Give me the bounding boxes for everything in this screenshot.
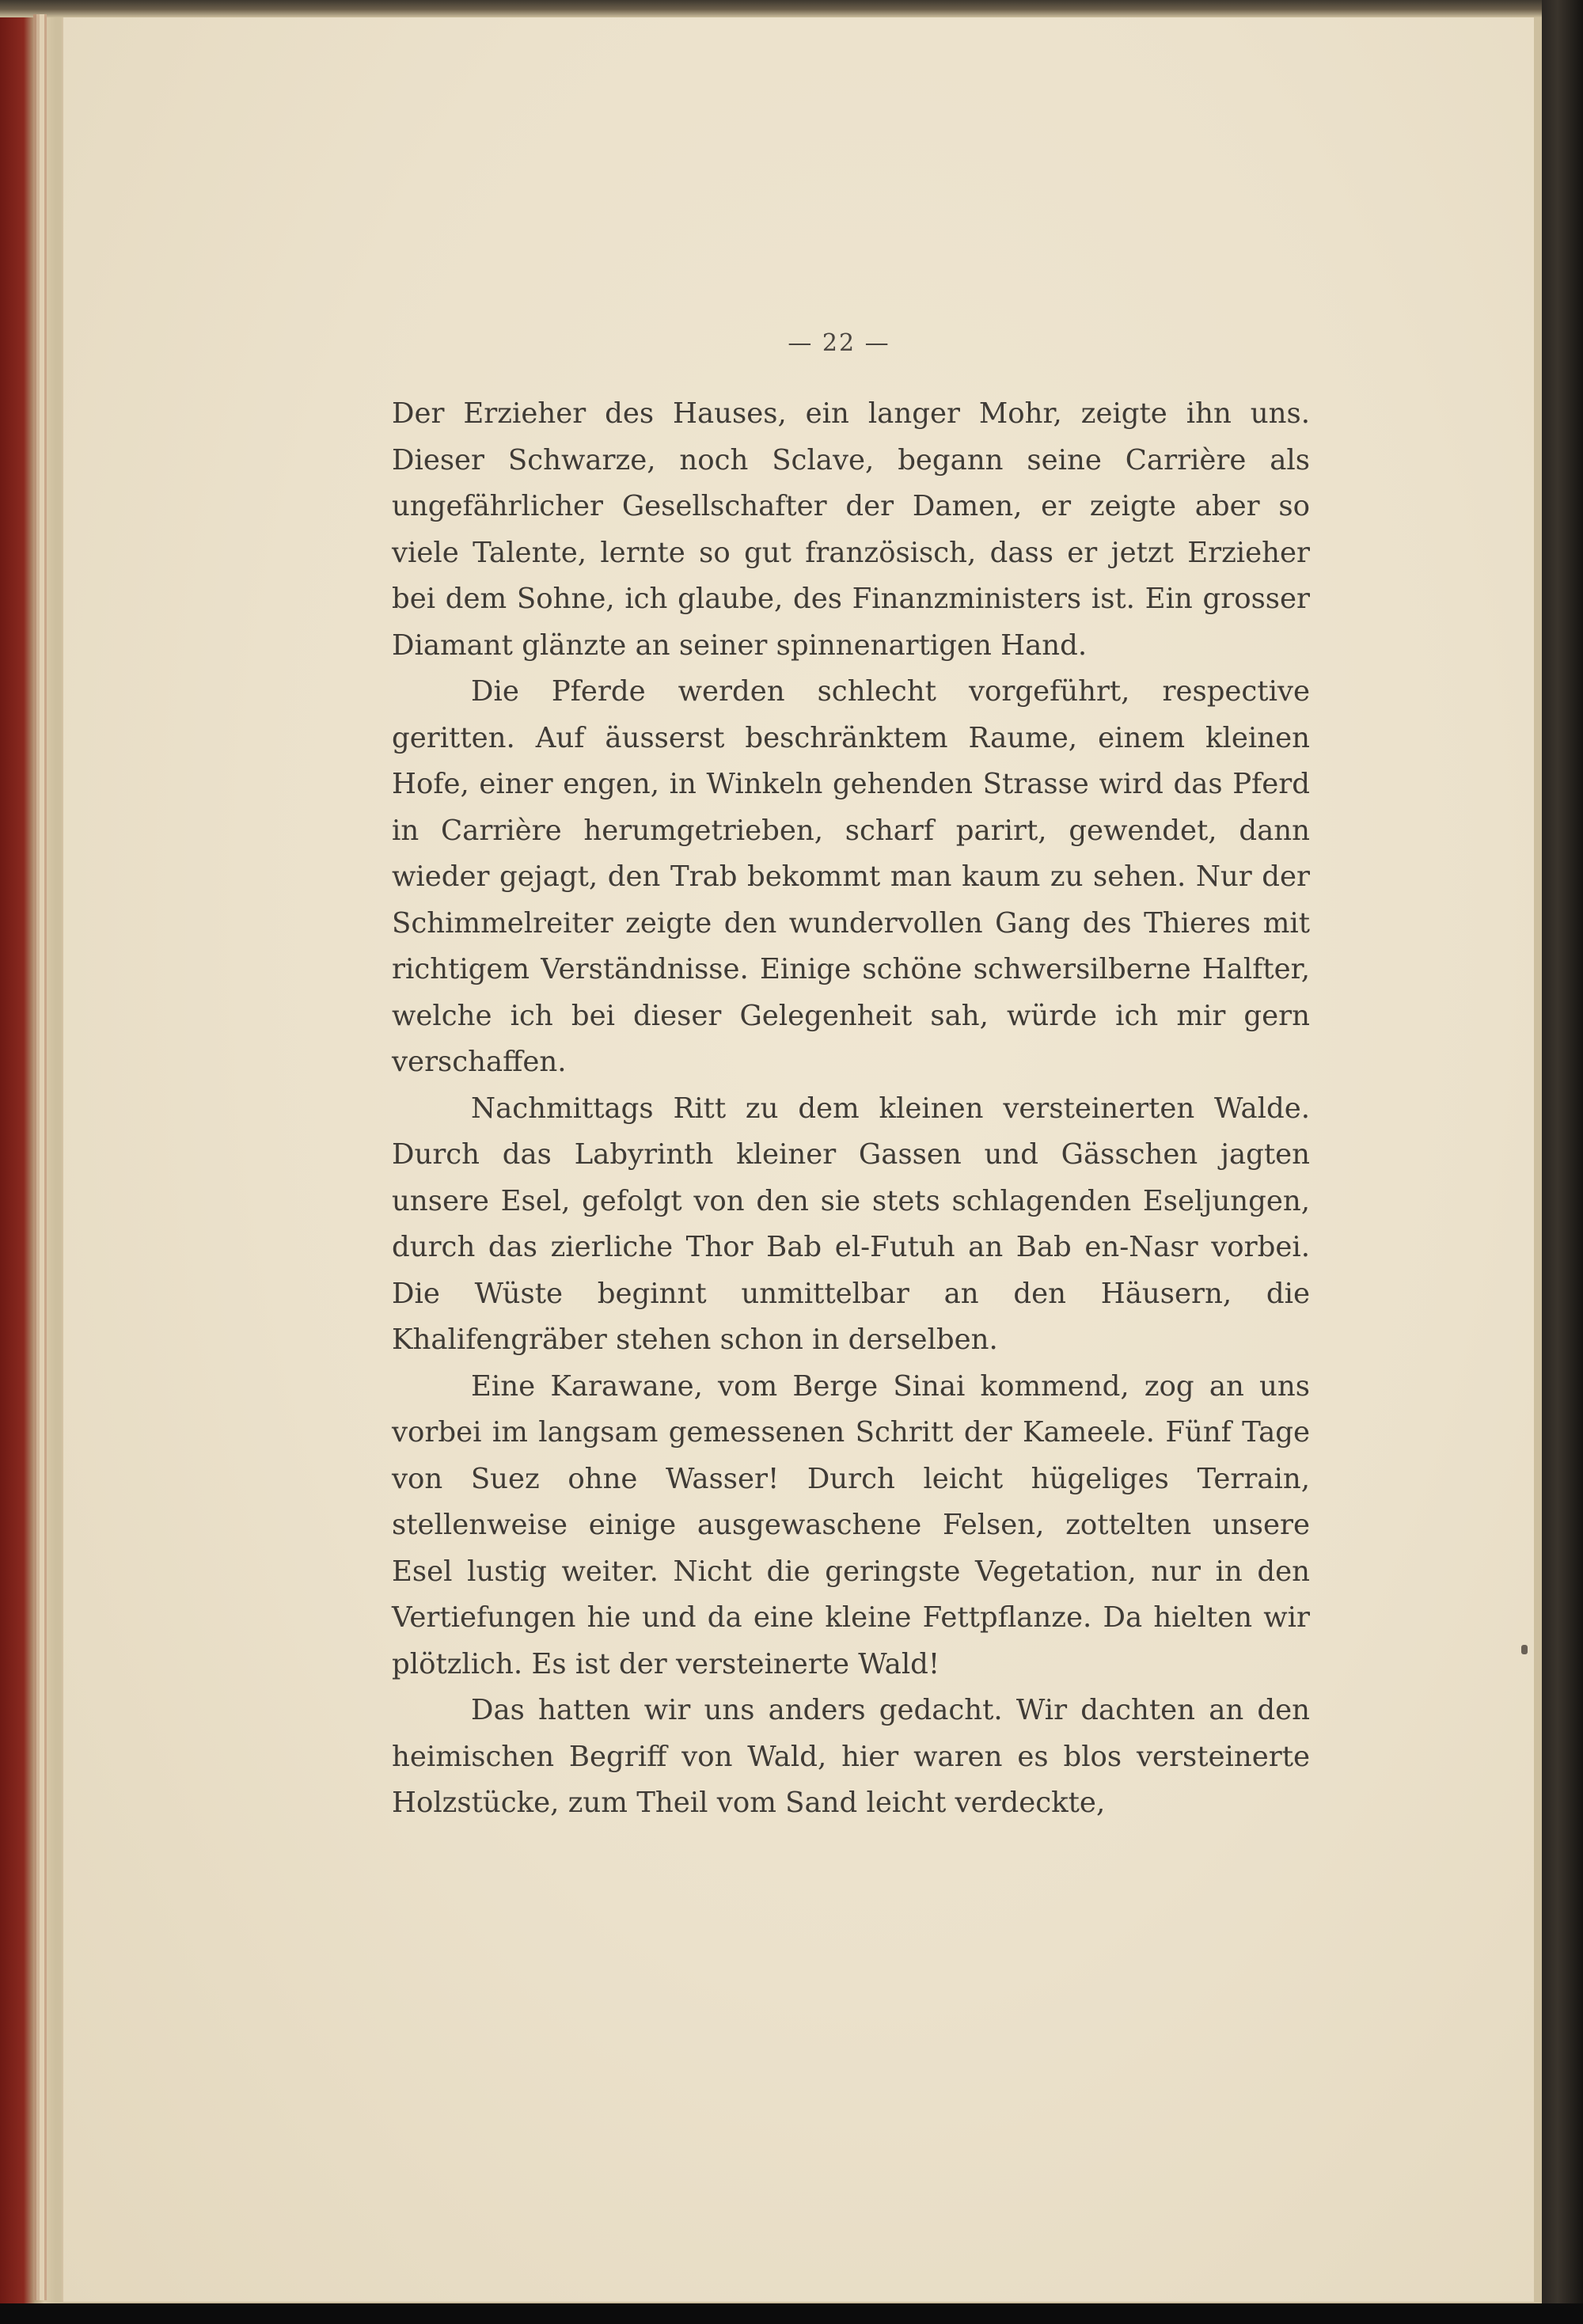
paragraph: Die Pferde werden schlecht vorgeführt, respective geritten. Auf äusserst beschränktem Raume, einem kleinen Hofe, einer engen, in Winkeln gehenden Strasse wird das Pferd in Carrière herumgetrieben, scharf parirt, gewendet, dann wieder gejagt, den Trab bekommt man kaum zu sehen. Nur der Schimmelreiter zeigte den wundervollen Gang des Thieres mit richtigem Verständnisse. Einige schöne schwersilberne Halfter, welche ich bei dieser Gelegenheit sah, würde ich mir gern verschaffen. [392, 675, 1310, 1078]
paragraph: Das hatten wir uns anders gedacht. Wir dachten an den heimischen Begriff von Wald, hier waren es blos versteinerte Holzstücke, zum Theil vom Sand leicht verdeckte, [392, 1694, 1310, 1819]
scan-bottom-border [0, 2303, 1583, 2324]
body-text [392, 391, 1310, 1827]
paragraph: Eine Karawane, vom Berge Sinai kommend, zog an uns vorbei im langsam gemessenen Schritt der Kameele. Fünf Tage von Suez ohne Wasser! Durch leicht hügeliges Terrain, stellenweise einige ausgewaschene Felsen, zottelten unsere Esel lustig weiter. Nicht die geringste Vegetation, nur in den Vertiefungen hie und da eine kleine Fettpflanze. Da hielten wir plötzlich. Es ist der versteinerte Wald! [392, 1369, 1310, 1680]
book-right-edge [1542, 0, 1583, 2324]
binding-mark [1521, 1645, 1528, 1654]
paragraph: Der Erzieher des Hauses, ein langer Mohr, zeigte ihn uns. Dieser Schwarze, noch Sclave, begann seine Carrière als ungefährlicher Gesellschafter der Damen, er zeigte aber so viele Talente, lernte so gut französisch, dass er jetzt Erzieher bei dem Sohne, ich glaube, des Finanzministers ist. Ein grosser Diamant glänzte an seiner spinnenartigen Hand. [392, 397, 1310, 662]
paragraph: Nachmittags Ritt zu dem kleinen versteinerten Walde. Durch das Labyrinth kleiner Gassen und Gässchen jagten unsere Esel, gefolgt von den sie stets schlagenden Eseljungen, durch das zierliche Thor Bab el-Futuh an Bab en-Nasr vorbei. Die Wüste beginnt unmittelbar an den Häusern, die Khalifengräber stehen schon in derselben. [392, 1092, 1310, 1356]
page-number: — 22 — [788, 329, 890, 357]
